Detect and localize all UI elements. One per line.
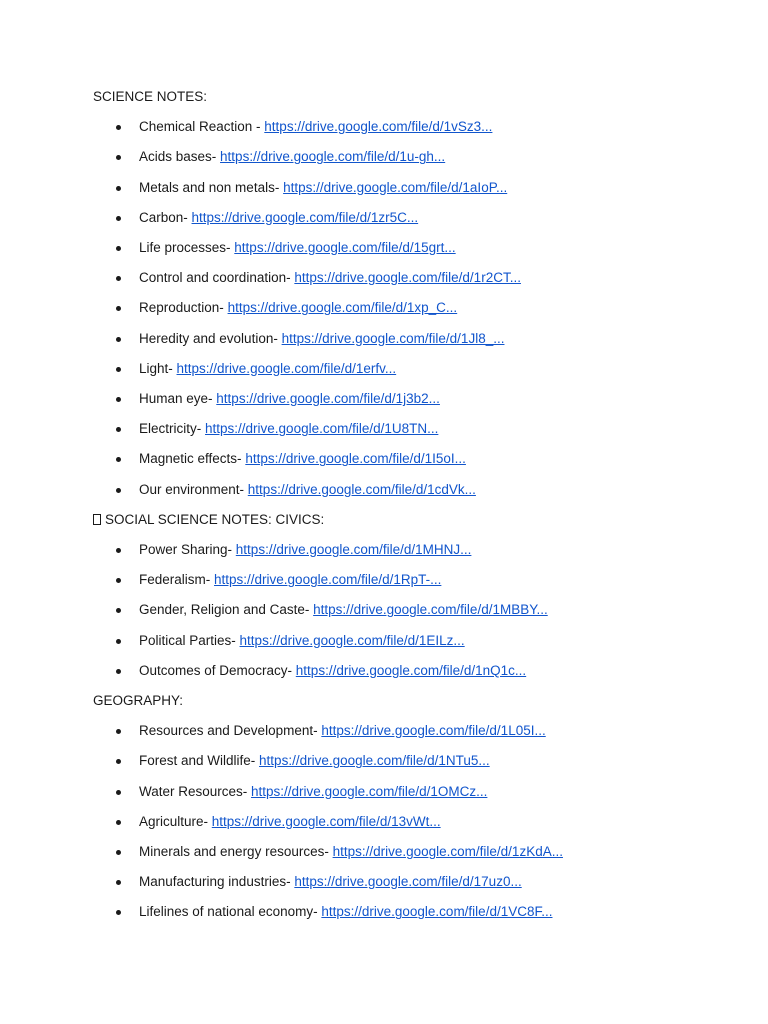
section-title: GEOGRAPHY:	[93, 693, 184, 708]
item-label	[139, 482, 476, 498]
drive-link[interactable]: https://drive.google.com/file/d/1OMCz...	[251, 783, 488, 799]
topic-text: Magnetic effects-	[139, 451, 246, 467]
item-label	[139, 149, 445, 165]
drive-link[interactable]: https://drive.google.com/file/d/1NTu5...	[259, 753, 490, 769]
drive-link[interactable]: https://drive.google.com/file/d/1nQ1c...	[295, 662, 527, 678]
drive-link[interactable]: https://drive.google.com/file/d/1cdVk...	[247, 481, 476, 497]
topic-text: Our environment-	[139, 481, 248, 497]
item-label	[139, 391, 440, 407]
drive-link[interactable]: https://drive.google.com/file/d/1j3b2...	[216, 391, 440, 406]
bullet-icon	[116, 457, 121, 462]
item-label	[139, 119, 492, 135]
drive-link[interactable]: https://drive.google.com/file/d/1Jl8_...	[281, 330, 505, 346]
item-label	[139, 421, 438, 437]
item-label	[139, 904, 552, 920]
item-label	[139, 663, 526, 679]
topic-text: Heredity and evolution-	[139, 330, 282, 346]
bullet-icon	[116, 820, 121, 825]
item-label	[139, 180, 507, 196]
bullet-icon	[116, 367, 121, 372]
bullet-icon	[116, 790, 121, 795]
item-label	[139, 814, 441, 830]
drive-link[interactable]: https://drive.google.com/file/d/17uz0...	[294, 874, 522, 890]
bullet-icon	[116, 669, 121, 674]
drive-link[interactable]: https://drive.google.com/file/d/1MBBY...	[313, 602, 548, 618]
bullet-icon	[116, 397, 121, 402]
drive-link[interactable]: https://drive.google.com/file/d/1vSz3...	[264, 119, 493, 135]
item-label	[139, 633, 465, 649]
drive-link[interactable]: https://drive.google.com/file/d/1zKdA...	[332, 844, 563, 859]
drive-link[interactable]: https://drive.google.com/file/d/1r2CT...	[294, 270, 521, 286]
drive-link[interactable]: https://drive.google.com/file/d/1u-gh...	[220, 149, 446, 165]
topic-text: Chemical Reaction -	[139, 119, 265, 135]
missing-glyph-icon	[93, 514, 101, 525]
drive-link[interactable]: https://drive.google.com/file/d/1MHNJ...	[235, 542, 472, 557]
topic-text: Control and coordination-	[139, 270, 295, 286]
bullet-icon	[116, 186, 121, 191]
item-label	[139, 753, 490, 769]
item-label	[139, 784, 487, 800]
bullet-icon	[116, 729, 121, 734]
bullet-icon	[116, 639, 121, 644]
item-label	[139, 270, 521, 286]
bullet-icon	[116, 759, 121, 764]
bullet-icon	[116, 880, 121, 885]
topic-text: Power Sharing-	[139, 542, 236, 557]
item-label	[139, 572, 441, 588]
item-label	[139, 331, 504, 347]
section-heading	[93, 89, 207, 105]
bullet-icon	[116, 125, 121, 130]
bullet-icon	[116, 276, 121, 281]
topic-text: Carbon-	[139, 209, 192, 225]
drive-link[interactable]: https://drive.google.com/file/d/15grt...	[234, 240, 456, 255]
topic-text: Metals and non metals-	[139, 179, 284, 195]
topic-text: Resources and Development-	[139, 723, 322, 739]
item-label	[139, 361, 396, 377]
drive-link[interactable]: https://drive.google.com/file/d/1L05I...	[321, 723, 546, 739]
topic-text: Water Resources-	[139, 783, 252, 799]
bullet-icon	[116, 155, 121, 160]
item-label	[139, 602, 548, 618]
drive-link[interactable]: https://drive.google.com/file/d/1U8TN...	[205, 421, 439, 437]
item-label	[139, 300, 457, 316]
topic-text: Acids bases-	[139, 149, 221, 165]
topic-text: Electricity-	[139, 421, 206, 437]
topic-text: Forest and Wildlife-	[139, 753, 260, 769]
bullet-icon	[116, 578, 121, 583]
drive-link[interactable]: https://drive.google.com/file/d/1VC8F...	[321, 904, 553, 920]
bullet-icon	[116, 488, 121, 493]
topic-text: Light-	[139, 360, 177, 376]
bullet-icon	[116, 337, 121, 342]
topic-text: Minerals and energy resources-	[139, 844, 333, 859]
topic-text: Outcomes of Democracy-	[139, 662, 296, 678]
bullet-icon	[116, 608, 121, 613]
topic-text: Agriculture-	[139, 813, 212, 829]
topic-text: Federalism-	[139, 572, 215, 588]
topic-text: Lifelines of national economy-	[139, 904, 322, 920]
section-title: SCIENCE NOTES:	[93, 89, 208, 104]
bullet-icon	[116, 216, 121, 221]
item-label	[139, 542, 471, 558]
drive-link[interactable]: https://drive.google.com/file/d/1erfv...	[176, 360, 397, 376]
item-label	[139, 874, 522, 890]
drive-link[interactable]: https://drive.google.com/file/d/1xp_C...	[227, 300, 458, 316]
section-heading	[93, 693, 183, 709]
drive-link[interactable]: https://drive.google.com/file/d/1zr5C...	[191, 209, 419, 225]
topic-text: Reproduction-	[139, 300, 228, 316]
bullet-icon	[116, 850, 121, 855]
item-label	[139, 723, 546, 739]
item-label	[139, 240, 456, 256]
drive-link[interactable]: https://drive.google.com/file/d/1I5oI...	[245, 451, 466, 467]
drive-link[interactable]: https://drive.google.com/file/d/1aIoP...	[283, 179, 508, 195]
drive-link[interactable]: https://drive.google.com/file/d/1RpT-...	[214, 572, 442, 588]
section-title: SOCIAL SCIENCE NOTES: CIVICS:	[105, 511, 325, 527]
bullet-icon	[116, 246, 121, 251]
drive-link[interactable]: https://drive.google.com/file/d/13vWt...	[211, 813, 441, 829]
bullet-icon	[116, 306, 121, 311]
bullet-icon	[116, 427, 121, 432]
topic-text: Manufacturing industries-	[139, 874, 295, 890]
drive-link[interactable]: https://drive.google.com/file/d/1EILz...	[239, 632, 465, 648]
item-label	[139, 451, 466, 467]
item-label	[139, 210, 418, 226]
topic-text: Human eye-	[139, 391, 217, 406]
topic-text: Gender, Religion and Caste-	[139, 602, 314, 618]
topic-text: Political Parties-	[139, 632, 240, 648]
bullet-icon	[116, 548, 121, 553]
bullet-icon	[116, 910, 121, 915]
section-heading	[93, 512, 324, 528]
topic-text: Life processes-	[139, 240, 235, 255]
item-label	[139, 844, 563, 860]
